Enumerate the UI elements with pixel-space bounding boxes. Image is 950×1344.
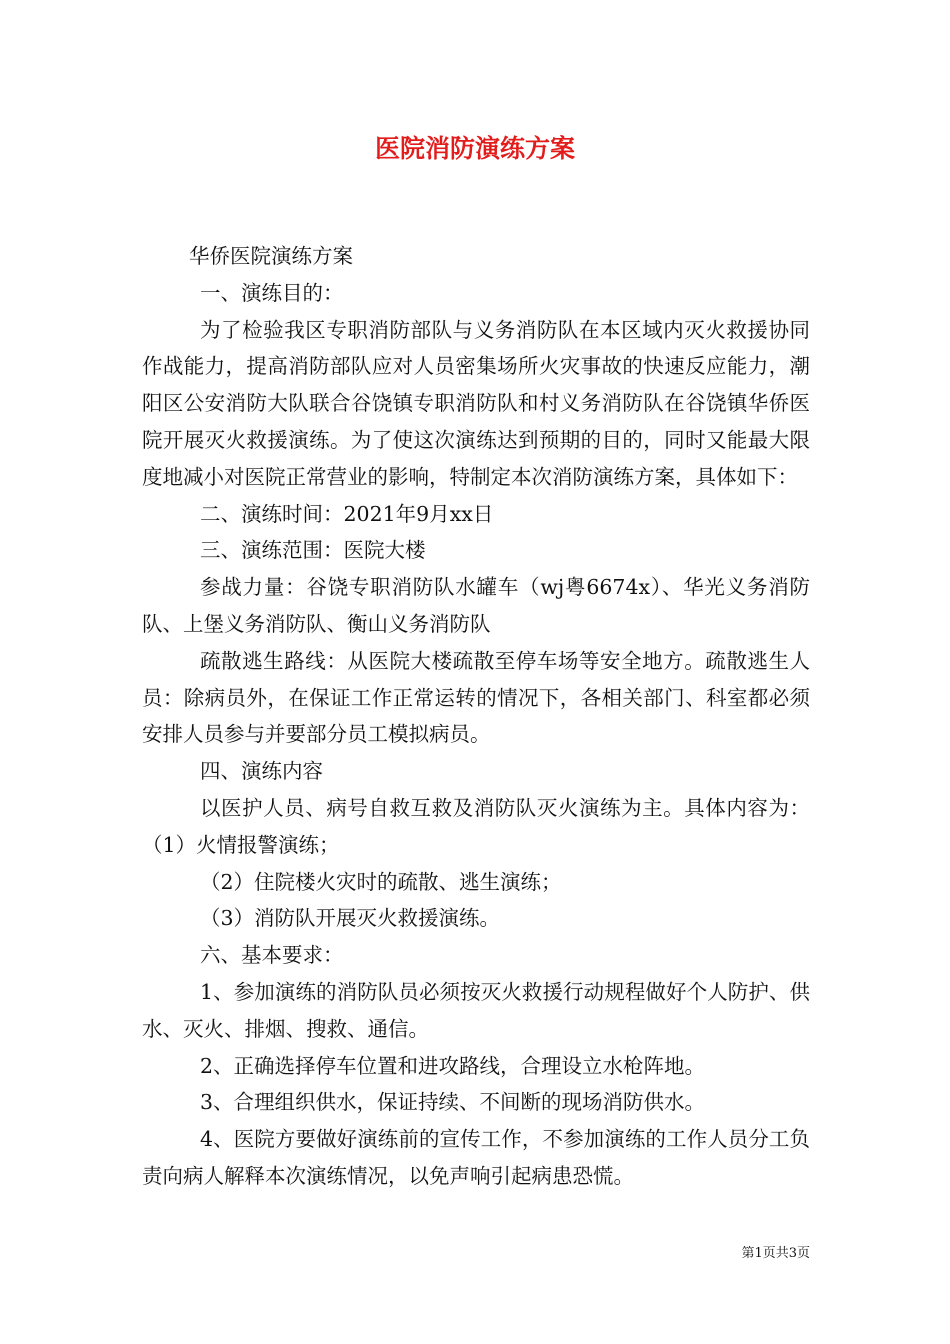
paragraph: 三、演练范围：医院大楼: [200, 538, 426, 563]
page-number: 第1页共3页: [741, 1246, 810, 1261]
section-heading: 六、基本要求：: [200, 943, 344, 968]
subtitle: 华侨医院演练方案: [189, 244, 353, 268]
list-item: 3、合理组织供水，保证持续、不间断的现场消防供水。: [200, 1090, 706, 1115]
list-item: （3）消防队开展灭火救援演练。: [200, 906, 501, 931]
document-title: 医院消防演练方案: [374, 134, 575, 163]
section-heading: 一、演练目的：: [200, 280, 344, 305]
paragraph: 疏散逃生路线：从医院大楼疏散至停车场等安全地方。疏散逃生人员：除病员外，在保证工作正常运转的情况下，各相关部门、科室都必须安排人员参与并要部分员工模拟病员。: [142, 648, 810, 747]
section-heading: 四、演练内容: [200, 759, 323, 784]
list-item: 4、医院方要做好演练前的宣传工作，不参加演练的工作人员分工负责向病人解释本次演练情况，以免声响引起病患恐慌。: [142, 1127, 810, 1188]
list-item: （2）住院楼火灾时的疏散、逃生演练；: [200, 869, 562, 894]
list-item: 2、正确选择停车位置和进攻路线，合理设立水枪阵地。: [200, 1053, 706, 1078]
paragraph: 为了检验我区专职消防部队与义务消防队在本区域内灭火救援协同作战能力，提高消防部队应对人员密集场所火灾事故的快速反应能力，潮阳区公安消防大队联合谷饶镇专职消防队和村义务消防队在谷饶镇华侨医院开展灭火救援演练。为了使这次演练达到预期的目的，同时又能最大限度地减小对医院正常营业的影响，特制定本次消防演练方案，具体如下：: [142, 317, 810, 489]
document-body: [142, 238, 810, 1195]
paragraph: 二、演练时间：2021年9月xx日: [200, 501, 494, 526]
paragraph: 以医护人员、病号自救互救及消防队灭火演练为主。具体内容为：（1）火情报警演练；: [142, 795, 810, 857]
paragraph: 参战力量：谷饶专职消防队水罐车（wj粤6674x）、华光义务消防队、上堡义务消防队、衡山义务消防队: [142, 575, 810, 636]
list-item: 1、参加演练的消防队员必须按灭火救援行动规程做好个人防护、供水、灭火、排烟、搜救、通信。: [142, 979, 810, 1041]
